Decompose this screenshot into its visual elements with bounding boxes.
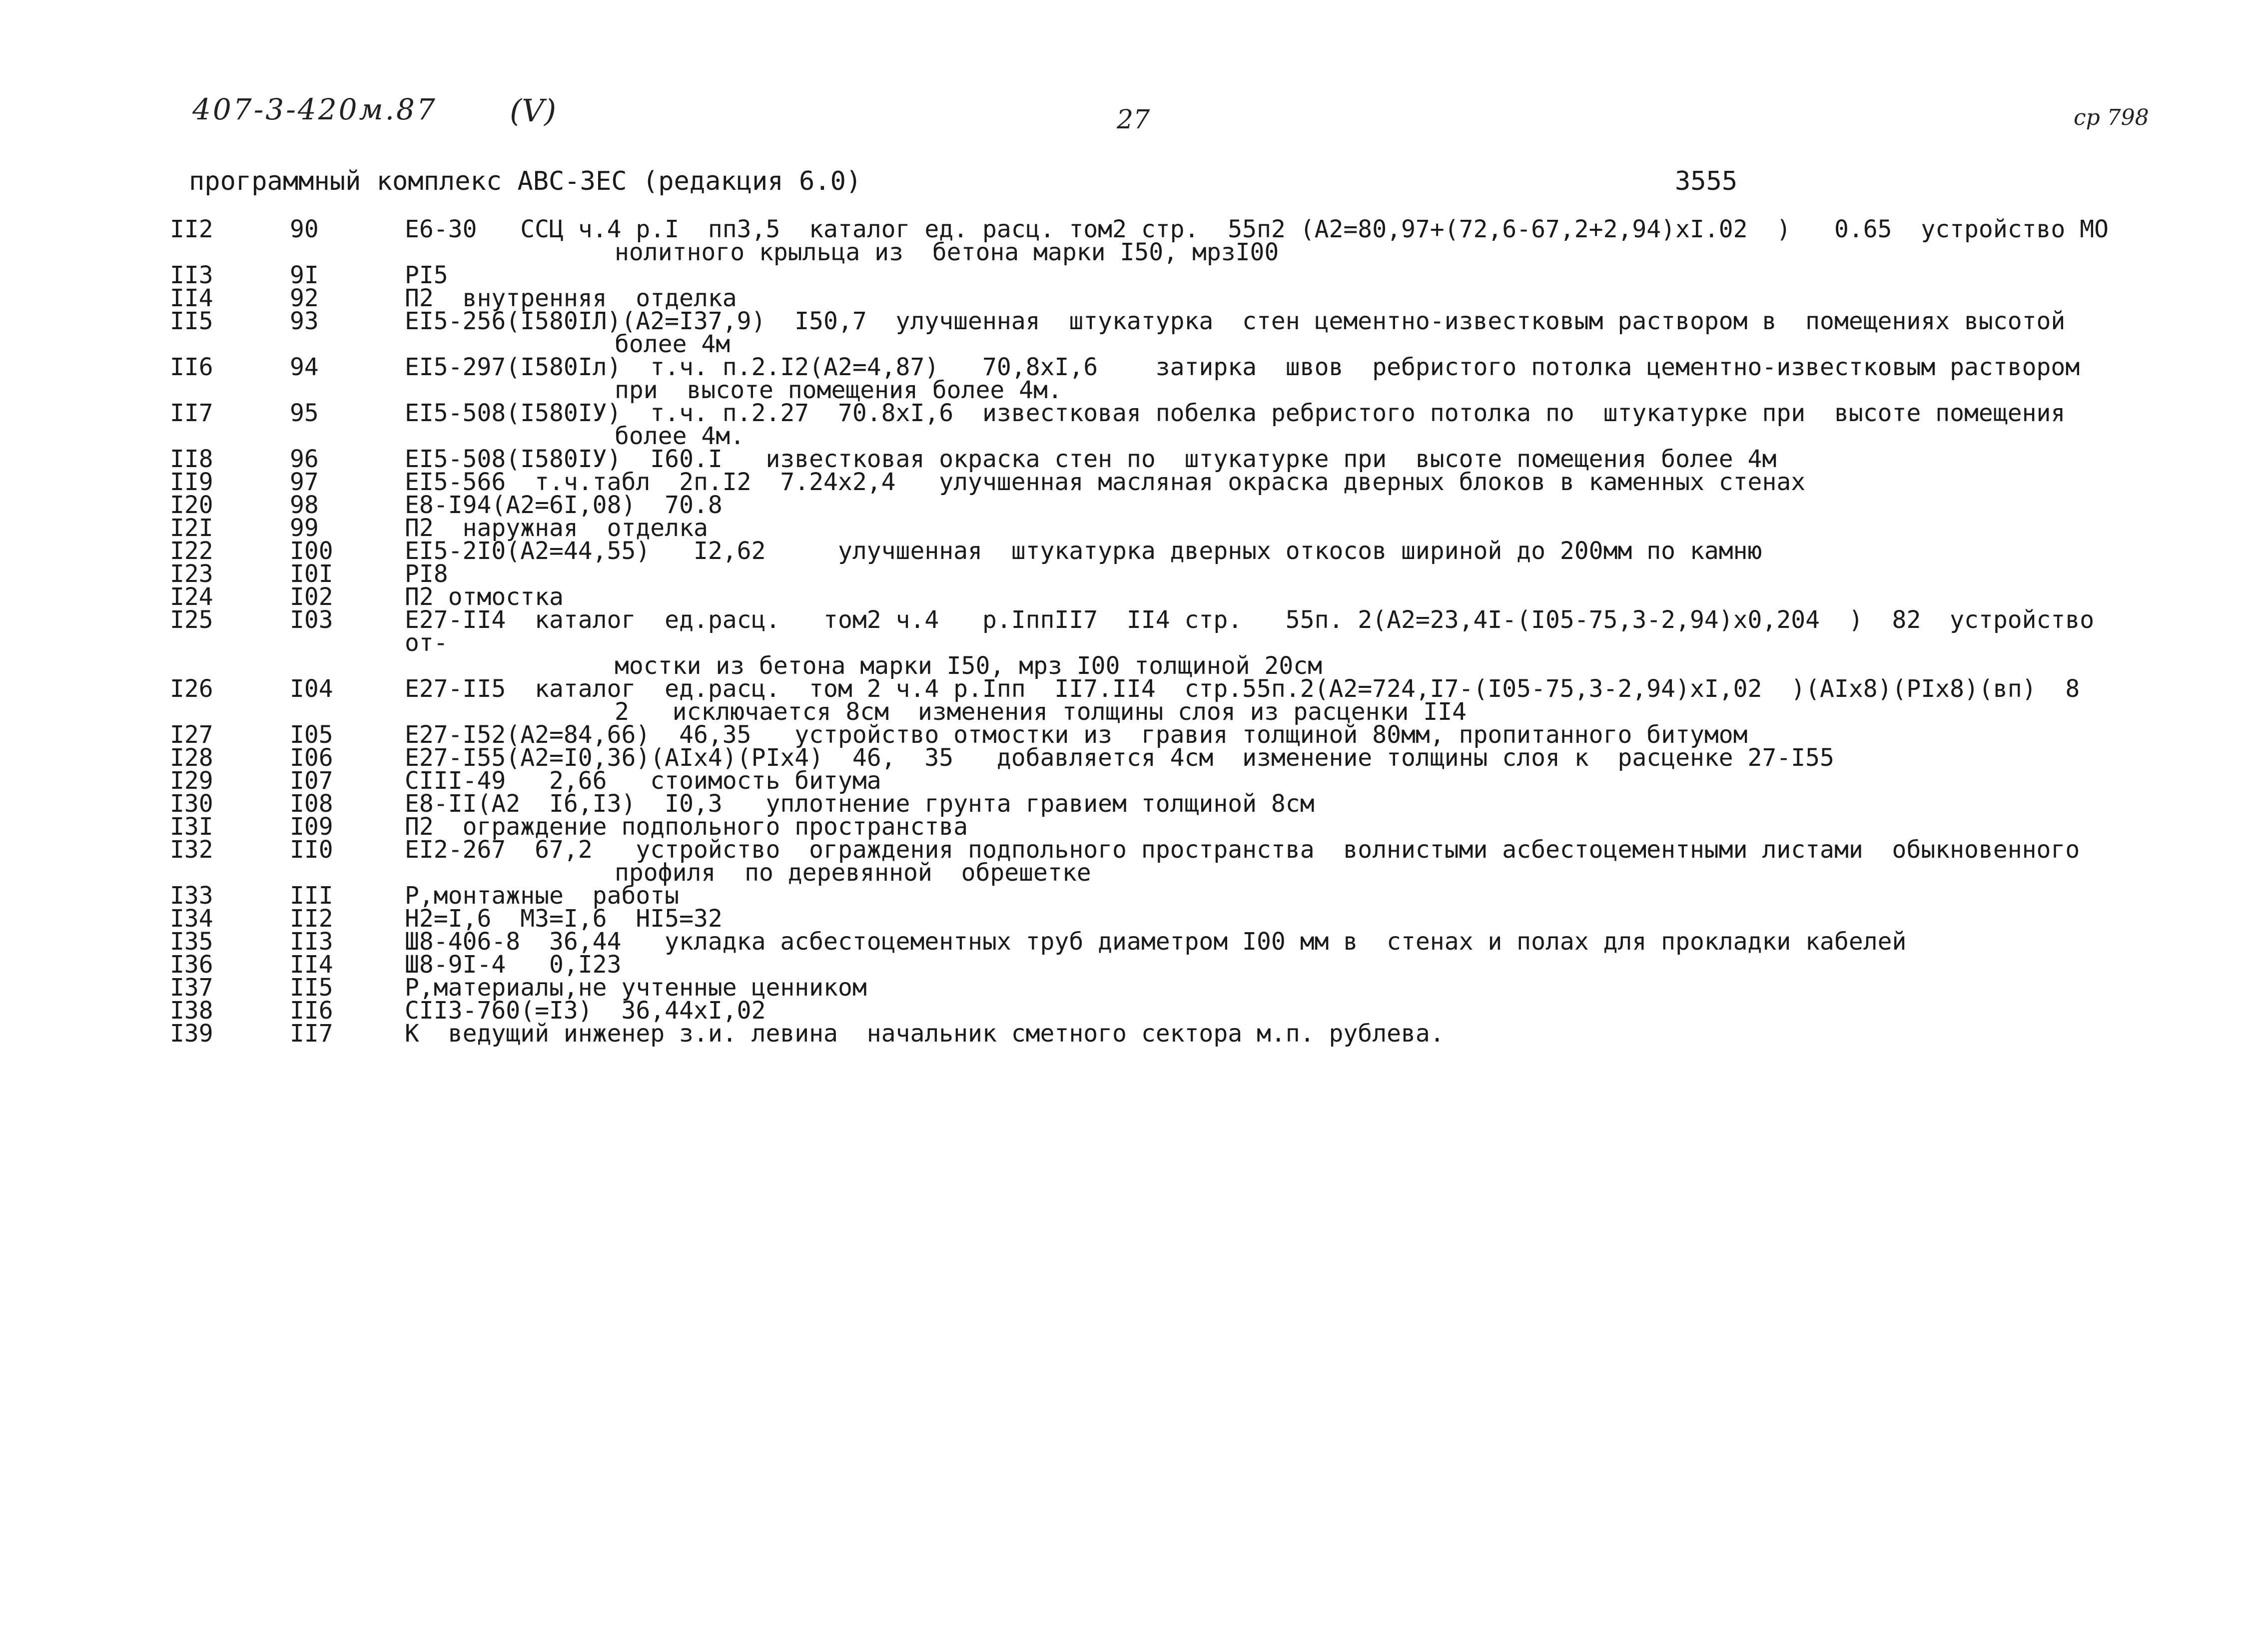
line-text — [405, 537, 2149, 565]
item-sequence: 98 — [290, 491, 319, 519]
estimate-line — [170, 445, 2149, 473]
estimate-line — [170, 721, 2149, 749]
line-text — [405, 905, 2149, 933]
line-text — [405, 882, 2149, 910]
line-number: II3 — [170, 261, 213, 289]
line-number: I38 — [170, 997, 213, 1025]
line-continuation: мостки из бетона марки I50, мрз I00 толщиной 20см — [615, 652, 1323, 680]
line-text — [405, 491, 2149, 519]
estimate-line — [170, 284, 2149, 312]
line-main-text: П2 ограждение подпольного пространства — [405, 813, 968, 841]
line-main-text: ЕI5-297(I580Iл) т.ч. п.2.I2(А2=4,87) 70,8хI,6 затирка швов ребристого потолка цементно-известковым раствором — [405, 353, 2080, 381]
item-sequence: I04 — [290, 675, 333, 703]
line-number: I24 — [170, 583, 213, 611]
estimate-line — [170, 905, 2149, 933]
line-text — [405, 721, 2149, 749]
line-main-text: Р,материалы,не учтенные ценником — [405, 974, 867, 1002]
line-main-text: Е27-II5 каталог ед.расц. том 2 ч.4 р.Iпп II7.II4 стр.55п.2(А2=724,I7-(I05-75,3-2,94)хI,02 )(АIх8)(РIх8)(вп) 8 — [405, 675, 2080, 703]
document-header-title: программный комплекс АВС-ЗЕС (редакция 6.0) — [189, 166, 862, 196]
estimate-line — [170, 537, 2149, 565]
handwritten-mark: (V) — [510, 92, 557, 129]
line-number: I3I — [170, 813, 213, 841]
item-sequence: I06 — [290, 744, 333, 772]
item-sequence: III — [290, 882, 333, 910]
line-continuation: более 4м — [615, 330, 731, 358]
line-main-text: Ш8-9I-4 0,I23 — [405, 951, 622, 979]
item-sequence: 93 — [290, 307, 319, 335]
line-text — [405, 744, 2149, 772]
line-number: I34 — [170, 905, 213, 933]
estimate-line — [170, 974, 2149, 1002]
handwritten-page-number: 27 — [1117, 105, 1150, 135]
item-sequence: 9I — [290, 261, 319, 289]
line-text — [405, 560, 2149, 588]
item-sequence: 95 — [290, 399, 319, 427]
line-text — [405, 261, 2149, 289]
line-text — [405, 813, 2149, 841]
line-main-text: П2 отмостка — [405, 583, 564, 611]
line-number: II6 — [170, 353, 213, 381]
line-main-text: Е27-I52(А2=84,66) 46,35 устройство отмостки из гравия толщиной 80мм, пропитанного битумом — [405, 721, 1748, 749]
estimate-line — [170, 468, 2149, 496]
item-sequence: I00 — [290, 537, 333, 565]
line-number: II2 — [170, 215, 213, 243]
line-text — [405, 399, 2149, 450]
line-main-text: ЕI5-566 т.ч.табл 2п.I2 7.24х2,4 улучшенная масляная окраска дверных блоков в каменных стенах — [405, 468, 1806, 496]
estimate-line — [170, 951, 2149, 979]
line-main-text: РI5 — [405, 261, 448, 289]
line-number: I32 — [170, 836, 213, 864]
line-number: I37 — [170, 974, 213, 1002]
item-sequence: I02 — [290, 583, 333, 611]
line-text — [405, 790, 2149, 818]
line-number: I22 — [170, 537, 213, 565]
item-sequence: II3 — [290, 928, 333, 956]
estimate-line — [170, 399, 2149, 450]
item-sequence: II7 — [290, 1020, 333, 1048]
line-continuation: 2 исключается 8см изменения толщины слоя из расценки II4 — [615, 698, 1467, 726]
document-header-number: 3555 — [1675, 166, 1738, 196]
line-number: II9 — [170, 468, 213, 496]
item-sequence: 90 — [290, 215, 319, 243]
line-number: I25 — [170, 606, 213, 634]
estimate-line — [170, 790, 2149, 818]
line-number: I27 — [170, 721, 213, 749]
line-main-text: Н2=I,6 М3=I,6 НI5=32 — [405, 905, 723, 933]
estimate-line — [170, 261, 2149, 289]
line-text — [405, 215, 2149, 266]
item-sequence: I0I — [290, 560, 333, 588]
item-sequence: II2 — [290, 905, 333, 933]
item-sequence: I07 — [290, 767, 333, 795]
line-text — [405, 767, 2149, 795]
item-sequence: I05 — [290, 721, 333, 749]
line-text — [405, 307, 2149, 358]
line-number: I36 — [170, 951, 213, 979]
estimate-line — [170, 491, 2149, 519]
line-text — [405, 928, 2149, 956]
line-main-text: ЕI2-267 67,2 устройство ограждения подпольного пространства волнистыми асбестоцементными листами обыкновенного — [405, 836, 2080, 864]
line-main-text: Р,монтажные работы — [405, 882, 680, 910]
line-continuation: нолитного крыльца из бетона марки I50, мрзI00 — [615, 238, 1279, 266]
line-number: I33 — [170, 882, 213, 910]
line-continuation: при высоте помещения более 4м. — [615, 376, 1062, 404]
item-sequence: II6 — [290, 997, 333, 1025]
handwritten-document-code: 407-3-420м.87 — [192, 92, 437, 126]
line-continuation: профиля по деревянной обрешетке — [615, 859, 1091, 887]
item-sequence: 99 — [290, 514, 319, 542]
line-text — [405, 997, 2149, 1025]
item-sequence: I09 — [290, 813, 333, 841]
estimate-line — [170, 928, 2149, 956]
line-text — [405, 583, 2149, 611]
line-main-text: Е8-II(А2 I6,I3) I0,3 уплотнение грунта гравием толщиной 8см — [405, 790, 1315, 818]
line-text — [405, 606, 2149, 680]
estimate-line — [170, 836, 2149, 887]
line-number: II5 — [170, 307, 213, 335]
estimate-line — [170, 606, 2149, 680]
item-sequence: I08 — [290, 790, 333, 818]
item-sequence: I03 — [290, 606, 333, 634]
item-sequence: II0 — [290, 836, 333, 864]
line-text — [405, 514, 2149, 542]
item-sequence: 97 — [290, 468, 319, 496]
item-sequence: 94 — [290, 353, 319, 381]
line-text — [405, 284, 2149, 312]
estimate-line — [170, 997, 2149, 1025]
line-main-text: РI8 — [405, 560, 448, 588]
line-number: I30 — [170, 790, 213, 818]
line-main-text: ЕI5-508(I580IУ) I60.I известковая окраска стен по штукатурке при высоте помещения более 4м — [405, 445, 1777, 473]
estimate-line — [170, 744, 2149, 772]
line-number: I35 — [170, 928, 213, 956]
line-main-text: Е27-II4 каталог ед.расц. том2 ч.4 р.IппII7 II4 стр. 55п. 2(А2=23,4I-(I05-75,3-2,94)х0,204 ) 82 устройство от- — [405, 606, 2109, 657]
line-number: I39 — [170, 1020, 213, 1048]
estimate-line — [170, 514, 2149, 542]
line-number: I20 — [170, 491, 213, 519]
estimate-line — [170, 560, 2149, 588]
line-main-text: К ведущий инженер з.и. левина начальник сметного сектора м.п. рублева. — [405, 1020, 1445, 1048]
line-number: II8 — [170, 445, 213, 473]
item-sequence: 92 — [290, 284, 319, 312]
line-main-text: Ш8-406-8 36,44 укладка асбестоцементных труб диаметром I00 мм в стенах и полах для прокладки кабелей — [405, 928, 1907, 956]
line-number: I28 — [170, 744, 213, 772]
line-number: II4 — [170, 284, 213, 312]
item-sequence: II4 — [290, 951, 333, 979]
line-number: I26 — [170, 675, 213, 703]
line-number: I29 — [170, 767, 213, 795]
line-main-text: ЕI5-2I0(А2=44,55) I2,62 улучшенная штукатурка дверных откосов шириной до 200мм по камню — [405, 537, 1762, 565]
handwritten-corner-note: ср 798 — [2074, 105, 2149, 130]
line-main-text: П2 внутренняя отделка — [405, 284, 737, 312]
estimate-line — [170, 767, 2149, 795]
item-sequence: II5 — [290, 974, 333, 1002]
line-text — [405, 468, 2149, 496]
line-main-text: ЕI5-256(I580IЛ)(А2=I37,9) I50,7 улучшенная штукатурка стен цементно-известковым раствором в помещениях высотой — [405, 307, 2066, 335]
line-number: I2I — [170, 514, 213, 542]
estimate-line — [170, 675, 2149, 726]
line-text — [405, 1020, 2149, 1048]
estimate-line — [170, 353, 2149, 404]
estimate-line — [170, 882, 2149, 910]
line-text — [405, 836, 2149, 887]
line-text — [405, 675, 2149, 726]
line-text — [405, 974, 2149, 1002]
line-main-text: СII3-760(=I3) 36,44хI,02 — [405, 997, 766, 1025]
line-main-text: П2 наружная отделка — [405, 514, 708, 542]
line-number: I23 — [170, 560, 213, 588]
estimate-lines — [170, 215, 2149, 1048]
line-main-text: СIII-49 2,66 стоимость битума — [405, 767, 881, 795]
estimate-line — [170, 1020, 2149, 1048]
line-main-text: ЕI5-508(I580IУ) т.ч. п.2.27 70.8хI,6 известковая побелка ребристого потолка по штукатурке при высоте помещения — [405, 399, 2066, 427]
item-sequence: 96 — [290, 445, 319, 473]
estimate-line — [170, 215, 2149, 266]
line-main-text: Е27-I55(А2=I0,36)(АIх4)(РIх4) 46, 35 добавляется 4см изменение толщины слоя к расценке 27-I55 — [405, 744, 1834, 772]
line-continuation: более 4м. — [615, 422, 745, 450]
line-text — [405, 951, 2149, 979]
line-main-text: Е8-I94(А2=6I,08) 70.8 — [405, 491, 723, 519]
line-number: II7 — [170, 399, 213, 427]
estimate-line — [170, 307, 2149, 358]
line-text — [405, 445, 2149, 473]
estimate-line — [170, 583, 2149, 611]
line-text — [405, 353, 2149, 404]
line-main-text: Е6-30 ССЦ ч.4 р.I пп3,5 каталог ед. расц. том2 стр. 55п2 (А2=80,97+(72,6-67,2+2,94)хI.02 ) 0.65 устройство МО — [405, 215, 2109, 243]
estimate-line — [170, 813, 2149, 841]
